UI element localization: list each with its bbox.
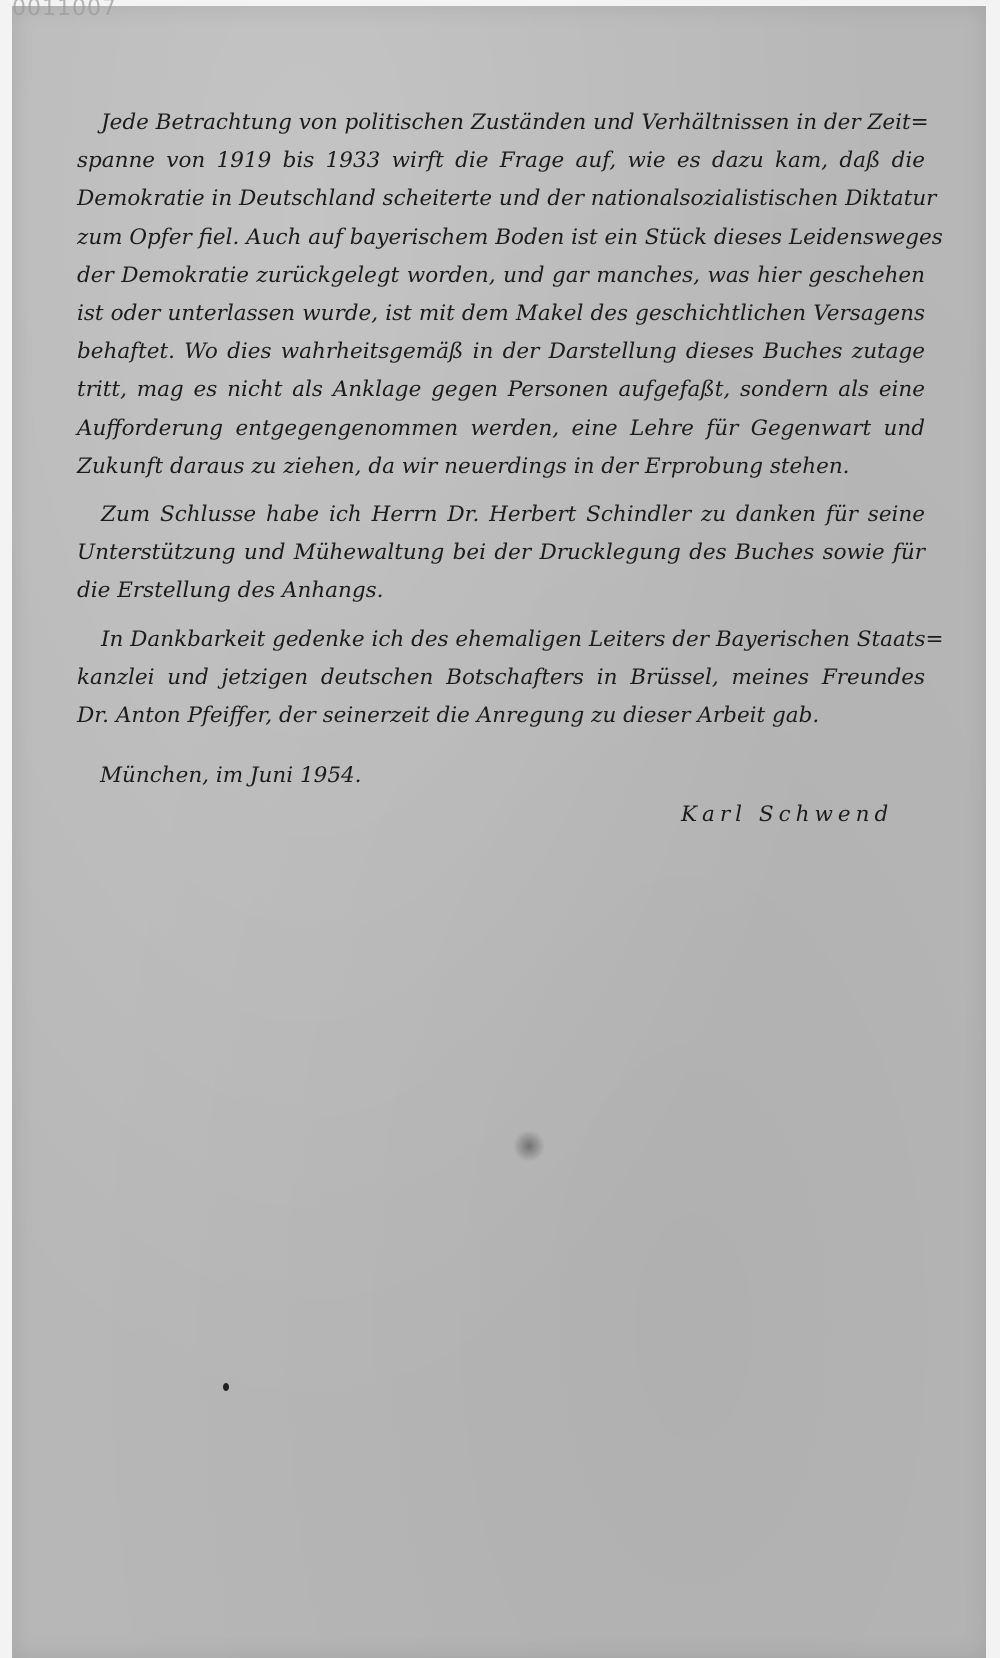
ink-dot-mark [223, 1383, 229, 1391]
text-line: In Dankbarkeit gedenke ich des ehemaligen Leiters der Bayerischen Staats= [101, 626, 944, 652]
ink-smudge-mark [512, 1131, 546, 1161]
text-line: ist oder unterlassen wurde, ist mit dem Makel des geschichtlichen Versagens [77, 301, 925, 327]
text-line: die Erstellung des Anhangs. [77, 578, 384, 604]
text-line: Demokratie in Deutschland scheiterte und der nationalsozialistischen Diktatur [77, 186, 937, 212]
paragraph-1 [77, 104, 943, 486]
text-line: tritt, mag es nicht als Anklage gegen Personen aufgefaßt, sondern als eine [77, 377, 925, 403]
text-line: Zukunft daraus zu ziehen, da wir neuerdings in der Erprobung stehen. [77, 453, 850, 479]
text-line: zum Opfer fiel. Auch auf bayerischem Boden ist ein Stück dieses Leidensweges [77, 224, 943, 250]
text-line: Dr. Anton Pfeiffer, der seinerzeit die Anregung zu dieser Arbeit gab. [77, 703, 820, 729]
text-line: der Demokratie zurückgelegt worden, und gar manches, was hier geschehen [77, 262, 925, 288]
text-line: Jede Betrachtung von politischen Zuständen und Verhältnissen in der Zeit= [101, 110, 929, 135]
text-line: behaftet. Wo dies wahrheitsgemäß in der Darstellung dieses Buches zutage [77, 339, 925, 365]
paragraph-2 [77, 496, 925, 611]
page-right-margin [986, 0, 1000, 1658]
place-and-date: München, im Juni 1954. [100, 763, 362, 788]
text-line: Aufforderung entgegengenommen werden, eine Lehre für Gegenwart und [77, 415, 925, 441]
text-line: Unterstützung und Mühewaltung bei der Drucklegung des Buches sowie für [77, 540, 925, 566]
text-line: spanne von 1919 bis 1933 wirft die Frage auf, wie es dazu kam, daß die [77, 148, 925, 174]
paragraph-3 [77, 621, 944, 736]
author-signature: Karl Schwend [681, 802, 894, 827]
document-page [12, 0, 986, 1658]
archive-stamp-number: 0011007 [12, 0, 117, 21]
foreword-text [77, 104, 944, 745]
text-line: Zum Schlusse habe ich Herrn Dr. Herbert Schindler zu danken für seine [101, 502, 925, 528]
text-line: kanzlei und jetzigen deutschen Botschafters in Brüssel, meines Freundes [77, 664, 925, 690]
